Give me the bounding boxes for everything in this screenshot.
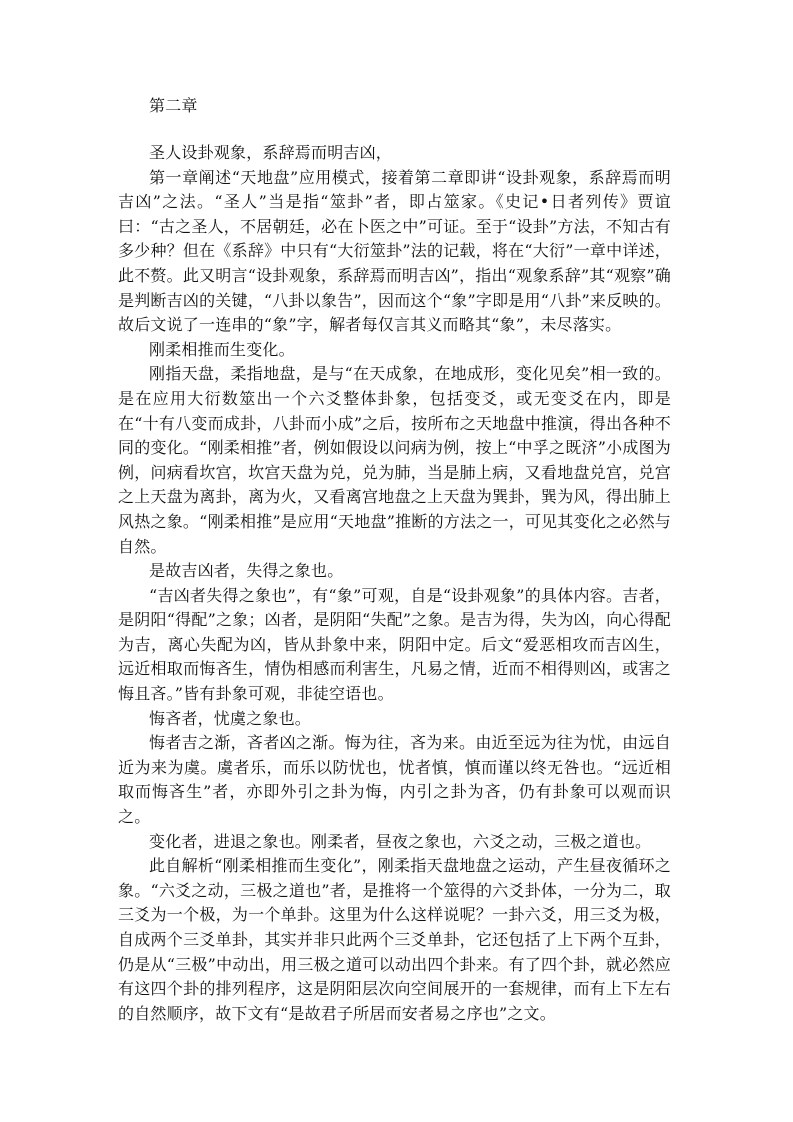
paragraph-verse-3: 是故吉凶者，失得之象也。 bbox=[149, 561, 344, 581]
chapter-title: 第二章 bbox=[149, 96, 198, 115]
paragraph-verse-5: 变化者，进退之象也。刚柔者，昼夜之象也，六爻之动，三极之道也。 bbox=[149, 831, 652, 851]
paragraph-verse-4: 悔吝者，忧虞之象也。 bbox=[149, 708, 312, 728]
document-page bbox=[118, 94, 671, 1026]
paragraph-commentary-3: “吉凶者失得之象也”，有“象”可观，自是“设卦观象”的具体内容。吉者，是阴阳“得配”之象；凶者，是阴阳“失配”之象。是吉为得，失为凶，向心得配为吉，离心失配为凶，皆从卦象中来，阴阳中定。后文“爱恶相攻而吉凶生，远近相取而悔吝生，情伪相感而利害生，凡易之情，近而不相得则凶，或害之悔且吝。”皆有卦象可观，非徒空语也。 bbox=[118, 585, 671, 704]
paragraph-commentary-2: 刚指天盘，柔指地盘，是与“在天成象，在地成形，变化见矣”相一致的。是在应用大衍数筮出一个六爻整体卦象，包括变爻，或无变爻在内，即是在“十有八变而成卦，八卦而小成”之后，按所布之天地盘中推演，得出各种不同的变化。“刚柔相推”者，例如假设以问病为例，按上“中孚之既济”小成图为例，问病看坎宫，坎宫天盘为兑，兑为肺，当是肺上病，又看地盘兑宫，兑宫之上天盘为离卦，离为火，又看离宫地盘之上天盘为巽卦，巽为风，得出肺上风热之象。“刚柔相推”是应用“天地盘”推断的方法之一，可见其变化之必然与自然。 bbox=[118, 364, 671, 556]
paragraph-verse-1: 圣人设卦观象，系辞焉而明吉凶， bbox=[149, 143, 393, 162]
blank-line bbox=[118, 118, 671, 141]
paragraph-commentary-1: 第一章阐述“天地盘”应用模式，接着第二章即讲“设卦观象，系辞焉而明吉凶”之法。“圣人”当是指“筮卦”者，即占筮家。《史记•日者列传》贾谊曰：“古之圣人，不居朝廷，必在卜医之中”可证。至于“设卦”方法，不知古有多少种？但在《系辞》中只有“大衍筮卦”法的记载，将在“大衍”一章中详述，此不赘。此又明言“设卦观象，系辞焉而明吉凶”，指出“观象系辞”其“观察”确是判断吉凶的关键，“八卦以象告”，因而这个“象”字即是用“八卦”来反映的。故后文说了一连串的“象”字，解者每仅言其义而略其“象”，未尽落实。 bbox=[118, 167, 671, 335]
paragraph-verse-2: 刚柔相推而生变化。 bbox=[149, 339, 295, 359]
paragraph-commentary-4: 悔者吉之渐，吝者凶之渐。悔为往，吝为来。由近至远为往为忧，由远自近为来为虞。虞者乐，而乐以防忧也，忧者慎，慎而谨以终无咎也。“远近相取而悔吝生”者，亦即外引之卦为悔，内引之卦为吝，仍有卦象可以观而识之。 bbox=[118, 733, 671, 827]
paragraph-commentary-5: 此自解析“刚柔相推而生变化”，刚柔指天盘地盘之运动，产生昼夜循环之象。“六爻之动，三极之道也”者，是推将一个筮得的六爻卦体，一分为二，取三爻为一个极，为一个单卦。这里为什么这样说呢？一卦六爻，用三爻为极，自成两个三爻单卦，其实并非只此两个三爻单卦，它还包括了上下两个互卦，仍是从“三极”中动出，用三极之道可以动出四个卦来。有了四个卦，就必然应有这四个卦的排列程序，这是阴阳层次向空间展开的一套规律，而有上下左右的自然顺序，故下文有“是故君子所居而安者易之序也”之文。 bbox=[118, 856, 671, 1023]
